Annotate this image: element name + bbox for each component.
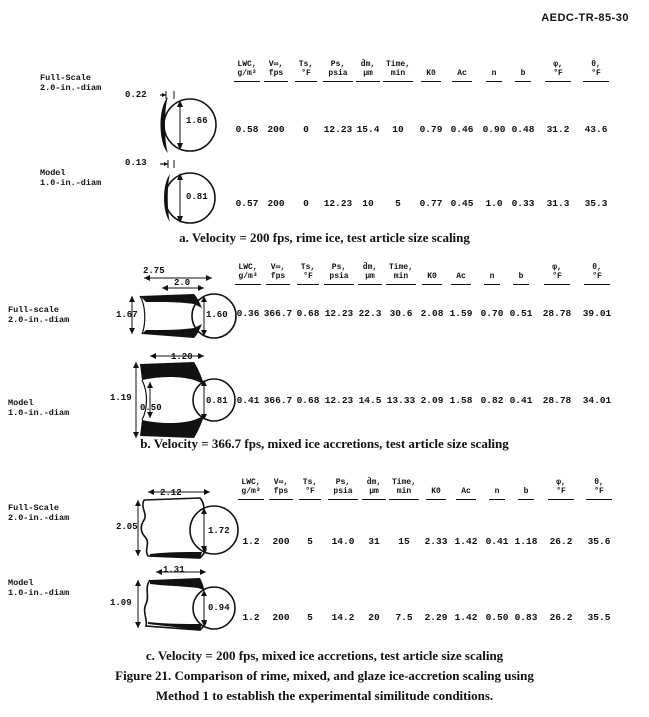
dim-c-model-top: 1.31 (163, 565, 185, 575)
column-header: φ, °F (548, 478, 574, 500)
table-cell: 0.68 (296, 308, 320, 319)
table-cell: 0.90 (482, 124, 506, 135)
dim-c-full-inner: 1.72 (208, 526, 230, 536)
table-cell: 5 (395, 198, 401, 209)
table-cell: 2.29 (424, 612, 448, 623)
table-cell: 0 (303, 124, 309, 135)
table-cell: 200 (267, 198, 285, 209)
table-cell: 0.51 (509, 308, 533, 319)
dim-b-model-inner: 0.81 (206, 396, 228, 406)
table-cell: 28.78 (542, 395, 572, 406)
column-header: Ps, psia (328, 478, 358, 500)
table-cell: 2.33 (424, 536, 448, 547)
table-cell: 0.46 (450, 124, 474, 135)
table-cell: 12.23 (324, 395, 354, 406)
ice-shape-b-full (110, 262, 240, 352)
table-cell: 0.36 (236, 308, 260, 319)
table-cell: 1.42 (454, 536, 478, 547)
table-cell: 0.79 (419, 124, 443, 135)
table-cell: 1.59 (449, 308, 473, 319)
row-label-a-model: Model 1.0-in.-diam (40, 168, 102, 188)
row-label-b-model: Model 1.0-in.-diam (8, 398, 70, 418)
column-header: b (515, 60, 531, 82)
table-cell: 43.6 (584, 124, 608, 135)
column-header: Ps, psia (323, 60, 353, 82)
caption-b: b. Velocity = 366.7 fps, mixed ice accretions, test article size scaling (140, 436, 509, 451)
dim-c-model-left: 1.09 (110, 598, 132, 608)
table-cell: 2.09 (420, 395, 444, 406)
table-cell: 14.0 (331, 536, 355, 547)
report-id: AEDC-TR-85-30 (541, 12, 629, 24)
caption-a: a. Velocity = 200 fps, rime ice, test article size scaling (179, 230, 470, 245)
row-label-a-full: Full-Scale 2.0-in.-diam (40, 73, 102, 93)
column-header: n (484, 263, 500, 285)
column-header: θ, °F (584, 263, 610, 285)
table-cell: 12.23 (323, 124, 353, 135)
dim-a-model-inner: 0.81 (186, 192, 208, 202)
table-cell: 39.01 (582, 308, 612, 319)
dim-b-full-top-outer: 2.75 (143, 266, 165, 276)
table-cell: 0 (303, 198, 309, 209)
table-cell: 14.5 (358, 395, 382, 406)
table-cell: 0.48 (511, 124, 535, 135)
table-cell: 31.3 (546, 198, 570, 209)
table-cell: 0.45 (450, 198, 474, 209)
dim-b-model-top: 1.20 (171, 352, 193, 362)
column-header: Ac (456, 478, 476, 500)
table-cell: 0.77 (419, 198, 443, 209)
column-header: n (489, 478, 505, 500)
dim-c-full-left: 2.05 (116, 522, 138, 532)
figure-caption-line2: Method 1 to establish the experimental similitude conditions. (155, 688, 494, 703)
column-header: K0 (421, 60, 441, 82)
column-header: Ts, °F (295, 60, 317, 82)
table-cell: 0.41 (236, 395, 260, 406)
column-header: LWC, g/m³ (235, 263, 261, 285)
table-cell: 28.78 (542, 308, 572, 319)
table-cell: 1.2 (242, 536, 260, 547)
table-cell: 22.3 (358, 308, 382, 319)
column-header: Ps, psia (324, 263, 354, 285)
table-cell: 34.01 (582, 395, 612, 406)
table-cell: 0.41 (509, 395, 533, 406)
table-cell: 1.2 (242, 612, 260, 623)
figure-caption-line1: Figure 21. Comparison of rime, mixed, and glaze ice-accretion scaling using (115, 668, 534, 683)
table-cell: 0.57 (235, 198, 259, 209)
column-header: LWC, g/m³ (238, 478, 264, 500)
table-cell: 20 (368, 612, 380, 623)
column-header: K0 (426, 478, 446, 500)
table-cell: 0.82 (480, 395, 504, 406)
table-cell: 0.68 (296, 395, 320, 406)
dim-b-full-inner: 1.60 (206, 310, 228, 320)
row-label-c-model: Model 1.0-in.-diam (8, 578, 70, 598)
column-header: θ, °F (583, 60, 609, 82)
table-cell: 26.2 (549, 536, 573, 547)
column-header: φ, °F (544, 263, 570, 285)
table-cell: 200 (267, 124, 285, 135)
column-header: Time, min (389, 478, 419, 500)
table-cell: 12.23 (324, 308, 354, 319)
table-cell: 0.33 (511, 198, 535, 209)
table-cell: 30.6 (389, 308, 413, 319)
dim-a-full-top: 0.22 (125, 90, 147, 100)
column-header: Time, min (383, 60, 413, 82)
table-cell: 10 (392, 124, 404, 135)
table-cell: 12.23 (323, 198, 353, 209)
row-label-b-full: Full-scale 2.0-in.-diam (8, 305, 70, 325)
column-header: b (518, 478, 534, 500)
table-cell: 0.58 (235, 124, 259, 135)
table-cell: 5 (307, 536, 313, 547)
dim-a-full-inner: 1.66 (186, 116, 208, 126)
table-cell: 14.2 (331, 612, 355, 623)
table-cell: 366.7 (263, 308, 293, 319)
column-header: Ts, °F (299, 478, 321, 500)
table-cell: 0.41 (485, 536, 509, 547)
table-cell: 366.7 (263, 395, 293, 406)
column-header: Time, min (386, 263, 416, 285)
table-cell: 200 (272, 612, 290, 623)
column-header: n (486, 60, 502, 82)
table-cell: 15.4 (356, 124, 380, 135)
table-cell: 0.83 (514, 612, 538, 623)
column-header: d̄m, μm (356, 60, 380, 82)
table-cell: 1.0 (485, 198, 503, 209)
dim-c-model-inner: 0.94 (208, 603, 230, 613)
column-header: V∞, fps (269, 478, 293, 500)
table-cell: 35.6 (587, 536, 611, 547)
dim-b-full-left: 1.67 (116, 310, 138, 320)
column-header: LWC, g/m³ (234, 60, 260, 82)
table-cell: 1.42 (454, 612, 478, 623)
caption-c: c. Velocity = 200 fps, mixed ice accretions, test article size scaling (145, 648, 504, 663)
table-cell: 35.3 (584, 198, 608, 209)
dim-b-full-top-inner: 2.0 (174, 278, 191, 288)
table-cell: 31.2 (546, 124, 570, 135)
column-header: K0 (422, 263, 442, 285)
row-label-c-full: Full-Scale 2.0-in.-diam (8, 503, 70, 523)
table-cell: 5 (307, 612, 313, 623)
table-cell: 26.2 (549, 612, 573, 623)
column-header: V∞, fps (266, 263, 290, 285)
column-header: b (513, 263, 529, 285)
column-header: Ts, °F (297, 263, 319, 285)
table-cell: 31 (368, 536, 380, 547)
table-cell: 0.50 (485, 612, 509, 623)
column-header: V∞, fps (264, 60, 288, 82)
column-header: d̄m, μm (358, 263, 382, 285)
dim-b-model-left: 1.19 (110, 393, 132, 403)
dim-a-model-top: 0.13 (125, 158, 147, 168)
table-cell: 1.58 (449, 395, 473, 406)
table-cell: 2.08 (420, 308, 444, 319)
column-header: Ac (452, 60, 472, 82)
table-cell: 35.5 (587, 612, 611, 623)
table-cell: 15 (398, 536, 410, 547)
table-cell: 7.5 (395, 612, 413, 623)
table-cell: 200 (272, 536, 290, 547)
table-cell: 1.18 (514, 536, 538, 547)
column-header: θ, °F (586, 478, 612, 500)
column-header: Ac (451, 263, 471, 285)
dim-c-full-top: 2.12 (160, 488, 182, 498)
column-header: φ, °F (545, 60, 571, 82)
dim-b-model-left-inner: 0.50 (140, 403, 162, 413)
column-header: d̄m, μm (362, 478, 386, 500)
table-cell: 13.33 (386, 395, 416, 406)
table-cell: 10 (362, 198, 374, 209)
table-cell: 0.70 (480, 308, 504, 319)
